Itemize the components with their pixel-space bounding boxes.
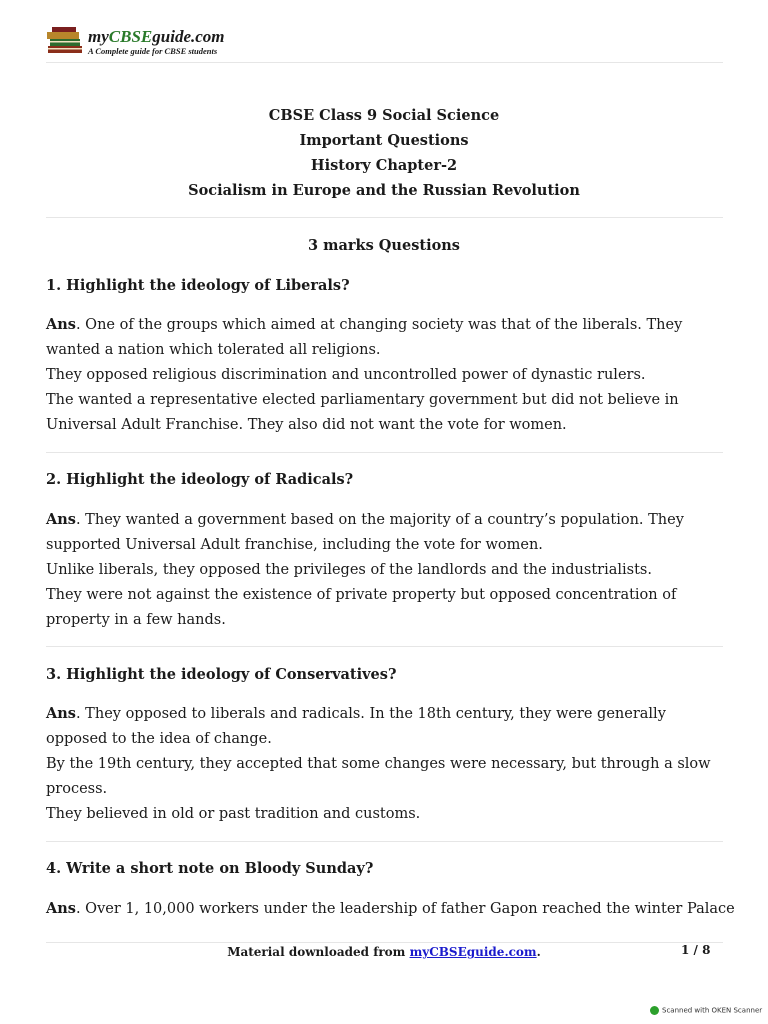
books-logo-icon bbox=[46, 26, 86, 56]
footer-site-link[interactable]: myCBSEguide.com bbox=[409, 945, 537, 959]
question-1: 1. Highlight the ideology of Liberals? bbox=[46, 277, 350, 294]
footer-note: Material downloaded from myCBSEguide.com. bbox=[227, 945, 541, 959]
title-line-2: Important Questions bbox=[299, 132, 469, 149]
question-4: 4. Write a short note on Bloody Sunday? bbox=[46, 860, 374, 877]
site-logo bbox=[46, 26, 256, 60]
title-line-4: Socialism in Europe and the Russian Revolution bbox=[188, 182, 580, 199]
section-heading: 3 marks Questions bbox=[308, 237, 460, 254]
answer-3: Ans. They opposed to liberals and radicals. In the 18th century, they were generally opposed to the idea of change. By the 19th century, they accepted that some changes were necessary, but through a slow process. They believed in old or past tradition and customs. bbox=[46, 705, 711, 822]
logo-wordmark: myCBSEguide.com bbox=[88, 27, 225, 46]
answer-1: Ans. One of the groups which aimed at changing society was that of the liberals. They wanted a nation which tolerated all religions. They opposed religious discrimination and uncontrolled power of dynastic rulers. The wanted a representative elected parliamentary government but did not believe in Universal Adult Franchise. They also did not want the vote for women. bbox=[46, 316, 683, 433]
title-divider bbox=[46, 217, 723, 218]
scanner-watermark: Scanned with OKEN Scanner bbox=[650, 1006, 762, 1015]
title-line-1: CBSE Class 9 Social Science bbox=[268, 107, 500, 124]
logo-tagline: A Complete guide for CBSE students bbox=[88, 46, 218, 56]
ans-label: Ans bbox=[46, 316, 76, 333]
title-line-3: History Chapter-2 bbox=[310, 157, 458, 174]
answer-2: Ans. They wanted a government based on the majority of a country’s population. They supported Universal Adult franchise, including the vote for women. Unlike liberals, they opposed the privileges of the landlords and the industrialists. They were not against the existence of private property but opposed concentration of property in a few hands. bbox=[46, 511, 684, 628]
ans-label: Ans bbox=[46, 705, 76, 722]
ans-label: Ans bbox=[46, 511, 76, 528]
ans-label: Ans bbox=[46, 900, 76, 917]
divider-2 bbox=[46, 646, 723, 647]
divider-3 bbox=[46, 841, 723, 842]
answer-4: Ans. Over 1, 10,000 workers under the leadership of father Gapon reached the winter Palace bbox=[46, 900, 735, 917]
question-2: 2. Highlight the ideology of Radicals? bbox=[46, 471, 354, 488]
divider-1 bbox=[46, 452, 723, 453]
header-divider bbox=[46, 62, 723, 63]
question-3: 3. Highlight the ideology of Conservatives? bbox=[46, 666, 397, 683]
footer-divider bbox=[46, 942, 723, 943]
scanner-logo-icon bbox=[650, 1006, 659, 1015]
doc-title bbox=[0, 103, 768, 203]
page-number: 1 / 8 bbox=[681, 943, 711, 957]
